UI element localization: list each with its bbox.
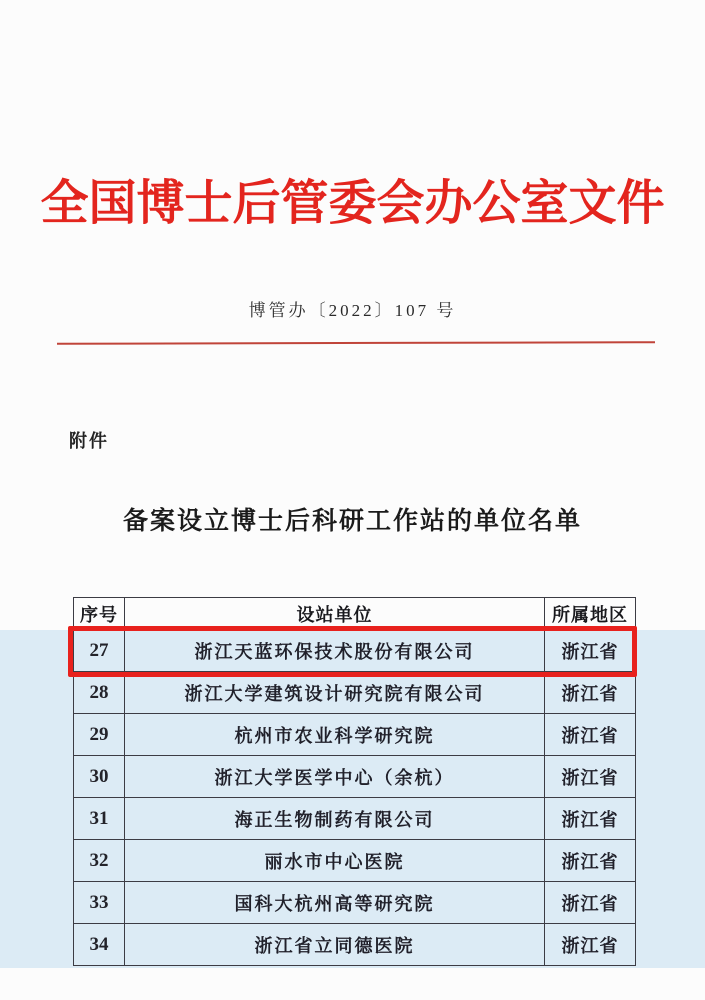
document-number: 博管办〔2022〕107 号 — [248, 301, 457, 320]
section-title: 备案设立博士后科研工作站的单位名单 — [122, 508, 582, 535]
row-region: 浙江省 — [545, 756, 636, 798]
document-masthead-title: 全国博士后管委会办公室文件 — [40, 177, 665, 230]
row-region: 浙江省 — [545, 924, 636, 966]
row-no: 33 — [74, 882, 125, 924]
row-no: 32 — [74, 840, 125, 882]
row-unit: 浙江天蓝环保技术股份有限公司 — [125, 630, 545, 672]
table-row — [74, 798, 636, 840]
col-header-unit: 设站单位 — [125, 598, 545, 630]
row-region: 浙江省 — [545, 714, 636, 756]
table-row — [74, 756, 636, 798]
row-region: 浙江省 — [545, 882, 636, 924]
row-unit: 海正生物制药有限公司 — [125, 798, 545, 840]
row-unit: 浙江大学医学中心（余杭） — [125, 756, 545, 798]
row-unit: 丽水市中心医院 — [125, 840, 545, 882]
table-row — [74, 714, 636, 756]
table-row — [74, 672, 636, 714]
row-region: 浙江省 — [545, 672, 636, 714]
row-region: 浙江省 — [545, 840, 636, 882]
row-no: 28 — [74, 672, 125, 714]
table-row — [74, 840, 636, 882]
row-region: 浙江省 — [545, 798, 636, 840]
row-unit: 国科大杭州高等研究院 — [125, 882, 545, 924]
row-unit: 杭州市农业科学研究院 — [125, 714, 545, 756]
units-table — [73, 597, 636, 966]
col-header-no: 序号 — [74, 598, 125, 630]
table-row — [74, 924, 636, 966]
row-no: 29 — [74, 714, 125, 756]
row-unit: 浙江大学建筑设计研究院有限公司 — [125, 672, 545, 714]
row-no: 34 — [74, 924, 125, 966]
row-no: 27 — [74, 630, 125, 672]
red-divider-line — [57, 341, 655, 345]
row-no: 30 — [74, 756, 125, 798]
table-header-row — [74, 598, 636, 630]
row-region: 浙江省 — [545, 630, 636, 672]
row-unit: 浙江省立同德医院 — [125, 924, 545, 966]
col-header-region: 所属地区 — [545, 598, 636, 630]
row-no: 31 — [74, 798, 125, 840]
table-row — [74, 882, 636, 924]
attachment-label: 附件 — [69, 431, 109, 451]
table-row — [74, 630, 636, 672]
